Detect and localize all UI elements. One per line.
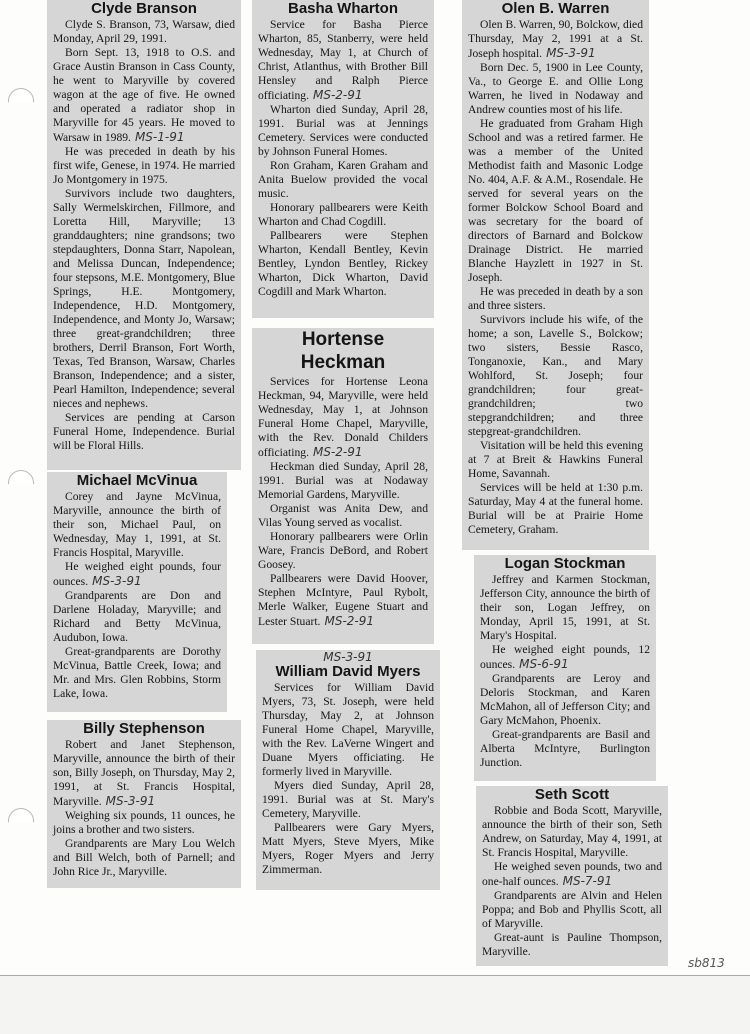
- binder-hole-bottom: [8, 808, 34, 834]
- paragraph: Honorary pallbearers were Keith Wharton and Chad Cogdill.: [258, 201, 428, 228]
- obituary-title: William David Myers: [275, 663, 421, 680]
- paragraph: Grandparents are Don and Darlene Holaday, Maryville; and Richard and Betty McVinua, Audubon, Iowa.: [53, 589, 221, 644]
- paragraph: Organist was Anita Dew, and Vilas Young served as vocalist.: [258, 502, 428, 529]
- birth-title: Logan Stockman: [504, 555, 626, 572]
- paragraph-text: Services for Hortense Leona Heckman, 94, Maryville, were held Wednesday, May 1, at Johnson Funeral Home Chapel, Maryville, with the Rev. Donald Childers officiating.: [258, 375, 428, 459]
- paragraph: [482, 860, 662, 889]
- paragraph: Survivors include his wife, of the home; a son, Lavelle S., Bolckow; two sisters, Bessie Rasco, Tonganoxie, Kan., and Mary Wohlford, St. Joseph; four grandchildren; four great-grandchildren; two stepgrandchildren; and three stepgreat-grandchildren.: [468, 313, 643, 438]
- handwritten-date: MS-3-91: [546, 46, 596, 60]
- birth-title: Seth Scott: [534, 786, 610, 803]
- paragraph: Wharton died Sunday, April 28, 1991. Burial was at Jennings Cemetery. Services were conducted by Johnson Funeral Homes.: [258, 103, 428, 158]
- paragraph: Services are pending at Carson Funeral Home, Independence. Burial will be Floral Hills.: [53, 411, 235, 452]
- paragraph: Services for William David Myers, 73, St. Joseph, were held Thursday, May 2, at Johnson Funeral Home Chapel, Maryville, with the Rev. LaVerne Wingert and Duane Myers officiating. He formerly lived in Maryville.: [262, 681, 434, 778]
- clipping-michael-mcvinua: [47, 472, 227, 712]
- paragraph: He graduated from Graham High School and was a retired farmer. He was a member of the United Methodist faith and Masonic Lodge No. 404, A.F. & A.M., Rosendale. He served for several years on the former Bolckow School Board and was secretary for the board of directors of Barnard and Bolckow Drainage District. He married Blanche Hayzlett in 1927 in St. Joseph.: [468, 117, 643, 284]
- paragraph: Grandparents are Alvin and Helen Poppa; and Bob and Phyllis Scott, all of Maryville.: [482, 889, 662, 930]
- paragraph-text: Born Sept. 13, 1918 to O.S. and Grace Austin Branson in Cass County, he went to Maryville by covered wagon at the age of five. He owned and operated a radiator shop in Maryville for 45 years. He moved to Warsaw in 1989.: [53, 46, 235, 144]
- paragraph: Jeffrey and Karmen Stockman, Jefferson City, announce the birth of their son, Logan Jeffrey, on Monday, April 15, 1991, at St. Mary's Hospital.: [480, 573, 650, 642]
- paragraph: Grandparents are Leroy and Deloris Stockman, and Karen McMahon, all of Jefferson City; and Gary McMahon, Phoenix.: [480, 672, 650, 727]
- paragraph-text: He weighed eight pounds, 12 ounces.: [480, 643, 650, 671]
- paragraph: Pallbearers were Gary Myers, Matt Myers, Steve Myers, Mike Myers, Roger Myers and Jerry Zimmerman.: [262, 821, 434, 876]
- paragraph: Great-grandparents are Dorothy McVinua, Battle Creek, Iowa; and Mr. and Mrs. Glen Robbins, Storm Lake, Iowa.: [53, 645, 221, 700]
- binder-hole-middle: [8, 470, 34, 496]
- clipping-billy-stephenson: [47, 720, 241, 888]
- paragraph: Grandparents are Mary Lou Welch and Bill Welch, both of Parnell; and John Rice Jr., Maryville.: [53, 837, 235, 878]
- paragraph: [480, 643, 650, 672]
- paragraph: Clyde S. Branson, 73, Warsaw, died Monday, April 29, 1991.: [53, 18, 235, 45]
- handwritten-date: MS-2-91: [324, 614, 375, 628]
- handwritten-date: MS-3-91: [105, 794, 156, 808]
- handwritten-date: MS-3-91: [323, 650, 373, 664]
- paragraph: Corey and Jayne McVinua, Maryville, announce the birth of their son, Michael Paul, on Wednesday, May 1, 1991, at St. Francis Hospital, Maryville.: [53, 490, 221, 559]
- clipping-clyde-branson: [47, 0, 241, 470]
- handwritten-date: MS-1-91: [134, 130, 185, 144]
- clipping-basha-wharton: [252, 0, 434, 318]
- handwritten-date: MS-6-91: [519, 657, 569, 671]
- handwritten-date: MS-3-91: [92, 574, 142, 588]
- paragraph: Myers died Sunday, April 28, 1991. Burial was at St. Mary's Cemetery, Maryville.: [262, 779, 434, 820]
- paragraph: Weighing six pounds, 11 ounces, he joins a brother and two sisters.: [53, 809, 235, 836]
- birth-title: Billy Stephenson: [83, 720, 205, 737]
- paragraph: [53, 46, 235, 145]
- birth-title: Michael McVinua: [76, 472, 198, 489]
- page-bottom-edge: [0, 975, 750, 1034]
- handwritten-date: MS-7-91: [562, 874, 613, 888]
- clipping-william-david-myers: [256, 650, 440, 890]
- paragraph-text: Pallbearers were David Hoover, Stephen McIntyre, Paul Rybolt, Merle Walker, Eugene Stuart and Lester Stuart.: [258, 572, 428, 628]
- paragraph-text: Robert and Janet Stephenson, Maryville, announce the birth of their son, Billy Joseph, on Thursday, May 2, 1991, at St. Francis Hospital, Maryville.: [53, 738, 235, 808]
- paragraph: Robbie and Boda Scott, Maryville, announce the birth of their son, Seth Andrew, on Saturday, May 4, 1991, at St. Francis Hospital, Maryville.: [482, 804, 662, 859]
- paragraph: [468, 18, 643, 61]
- paragraph-text: He weighed seven pounds, two and one-half ounces.: [482, 860, 662, 888]
- paragraph: [53, 560, 221, 589]
- paragraph: Pallbearers were Stephen Wharton, Kendall Bentley, Kevin Bentley, Lyndon Bentley, Rickey Wharton, Dick Wharton, David Cogdill and Mark Wharton.: [258, 229, 428, 298]
- paragraph: [53, 738, 235, 809]
- obituary-title: Olen B. Warren: [501, 0, 610, 17]
- paragraph: Visitation will be held this evening at 7 at Breit & Hawkins Funeral Home, Savannah.: [468, 439, 643, 480]
- paragraph: He was preceded in death by a son and three sisters.: [468, 285, 643, 312]
- paragraph: [258, 572, 428, 629]
- binder-hole-top: [8, 88, 34, 114]
- clipping-olen-warren: [462, 0, 649, 550]
- clipping-logan-stockman: [474, 555, 656, 781]
- paragraph-text: Service for Basha Pierce Wharton, 85, Stanberry, were held Wednesday, May 1, at Church of Christ, Atlanthus, with Brother Bill Hensley and Ralph Pierce officiating.: [258, 18, 428, 102]
- paragraph: Heckman died Sunday, April 28, 1991. Burial was at Nodaway Memorial Gardens, Maryville.: [258, 460, 428, 501]
- obituary-title-line2: Heckman: [300, 352, 386, 373]
- obituary-title: Clyde Branson: [91, 0, 197, 17]
- paragraph: Honorary pallbearers were Orlin Ware, Francis DeBord, and Robert Goosey.: [258, 530, 428, 571]
- paragraph: Great-grandparents are Basil and Alberta McIntyre, Burlington Junction.: [480, 728, 650, 769]
- obituary-title-line1: Hortense: [301, 329, 385, 350]
- clipping-hortense-heckman: [252, 328, 434, 644]
- handwritten-date: MS-2-91: [312, 445, 363, 459]
- paragraph: [258, 18, 428, 103]
- paragraph: Ron Graham, Karen Graham and Anita Buelow provided the vocal music.: [258, 159, 428, 200]
- clipping-seth-scott: [476, 786, 668, 966]
- page-number-note: sb813: [688, 956, 725, 970]
- paragraph: [258, 375, 428, 460]
- paragraph: He was preceded in death by his first wife, Genese, in 1974. He married Jo Montgomery in 1975.: [53, 145, 235, 186]
- paragraph-text: Olen B. Warren, 90, Bolckow, died Thursday, May 2, 1991 at a St. Joseph hospital.: [468, 18, 643, 60]
- paragraph: Services will be held at 1:30 p.m. Saturday, May 4 at the funeral home. Burial will be at Prairie Home Cemetery, Graham.: [468, 481, 643, 536]
- paragraph: Great-aunt is Pauline Thompson, Maryville.: [482, 931, 662, 958]
- paragraph: Survivors include two daughters, Sally Wermelskirchen, Fillmore, and Loretta Hill, Maryville; 13 granddaughters; nine grandsons; two stepdaughters, Donna Starr, Napolean, and Melissa Duncan, Independence; four stepsons, M.E. Montgomery, Blue Springs, H.E. Montgomery, Independence, H.D. Montgomery, Independence, and Monty Jo, Warsaw; three great-grandchildren; three brothers, Derril Branson, Fort Worth, Texas, Ted Branson, Warsaw, Charles Branson, Independence; and a sister, Pearl Hamilton, Independence; several nieces and nephews.: [53, 187, 235, 410]
- paragraph-text: He weighed eight pounds, four ounces.: [53, 560, 221, 588]
- handwritten-date: MS-2-91: [312, 88, 363, 102]
- obituary-title: Basha Wharton: [287, 0, 398, 17]
- paragraph: Born Dec. 5, 1900 in Lee County, Va., to George E. and Ollie Long Warren, he lived in Nodaway and Andrew counties most of his life.: [468, 61, 643, 116]
